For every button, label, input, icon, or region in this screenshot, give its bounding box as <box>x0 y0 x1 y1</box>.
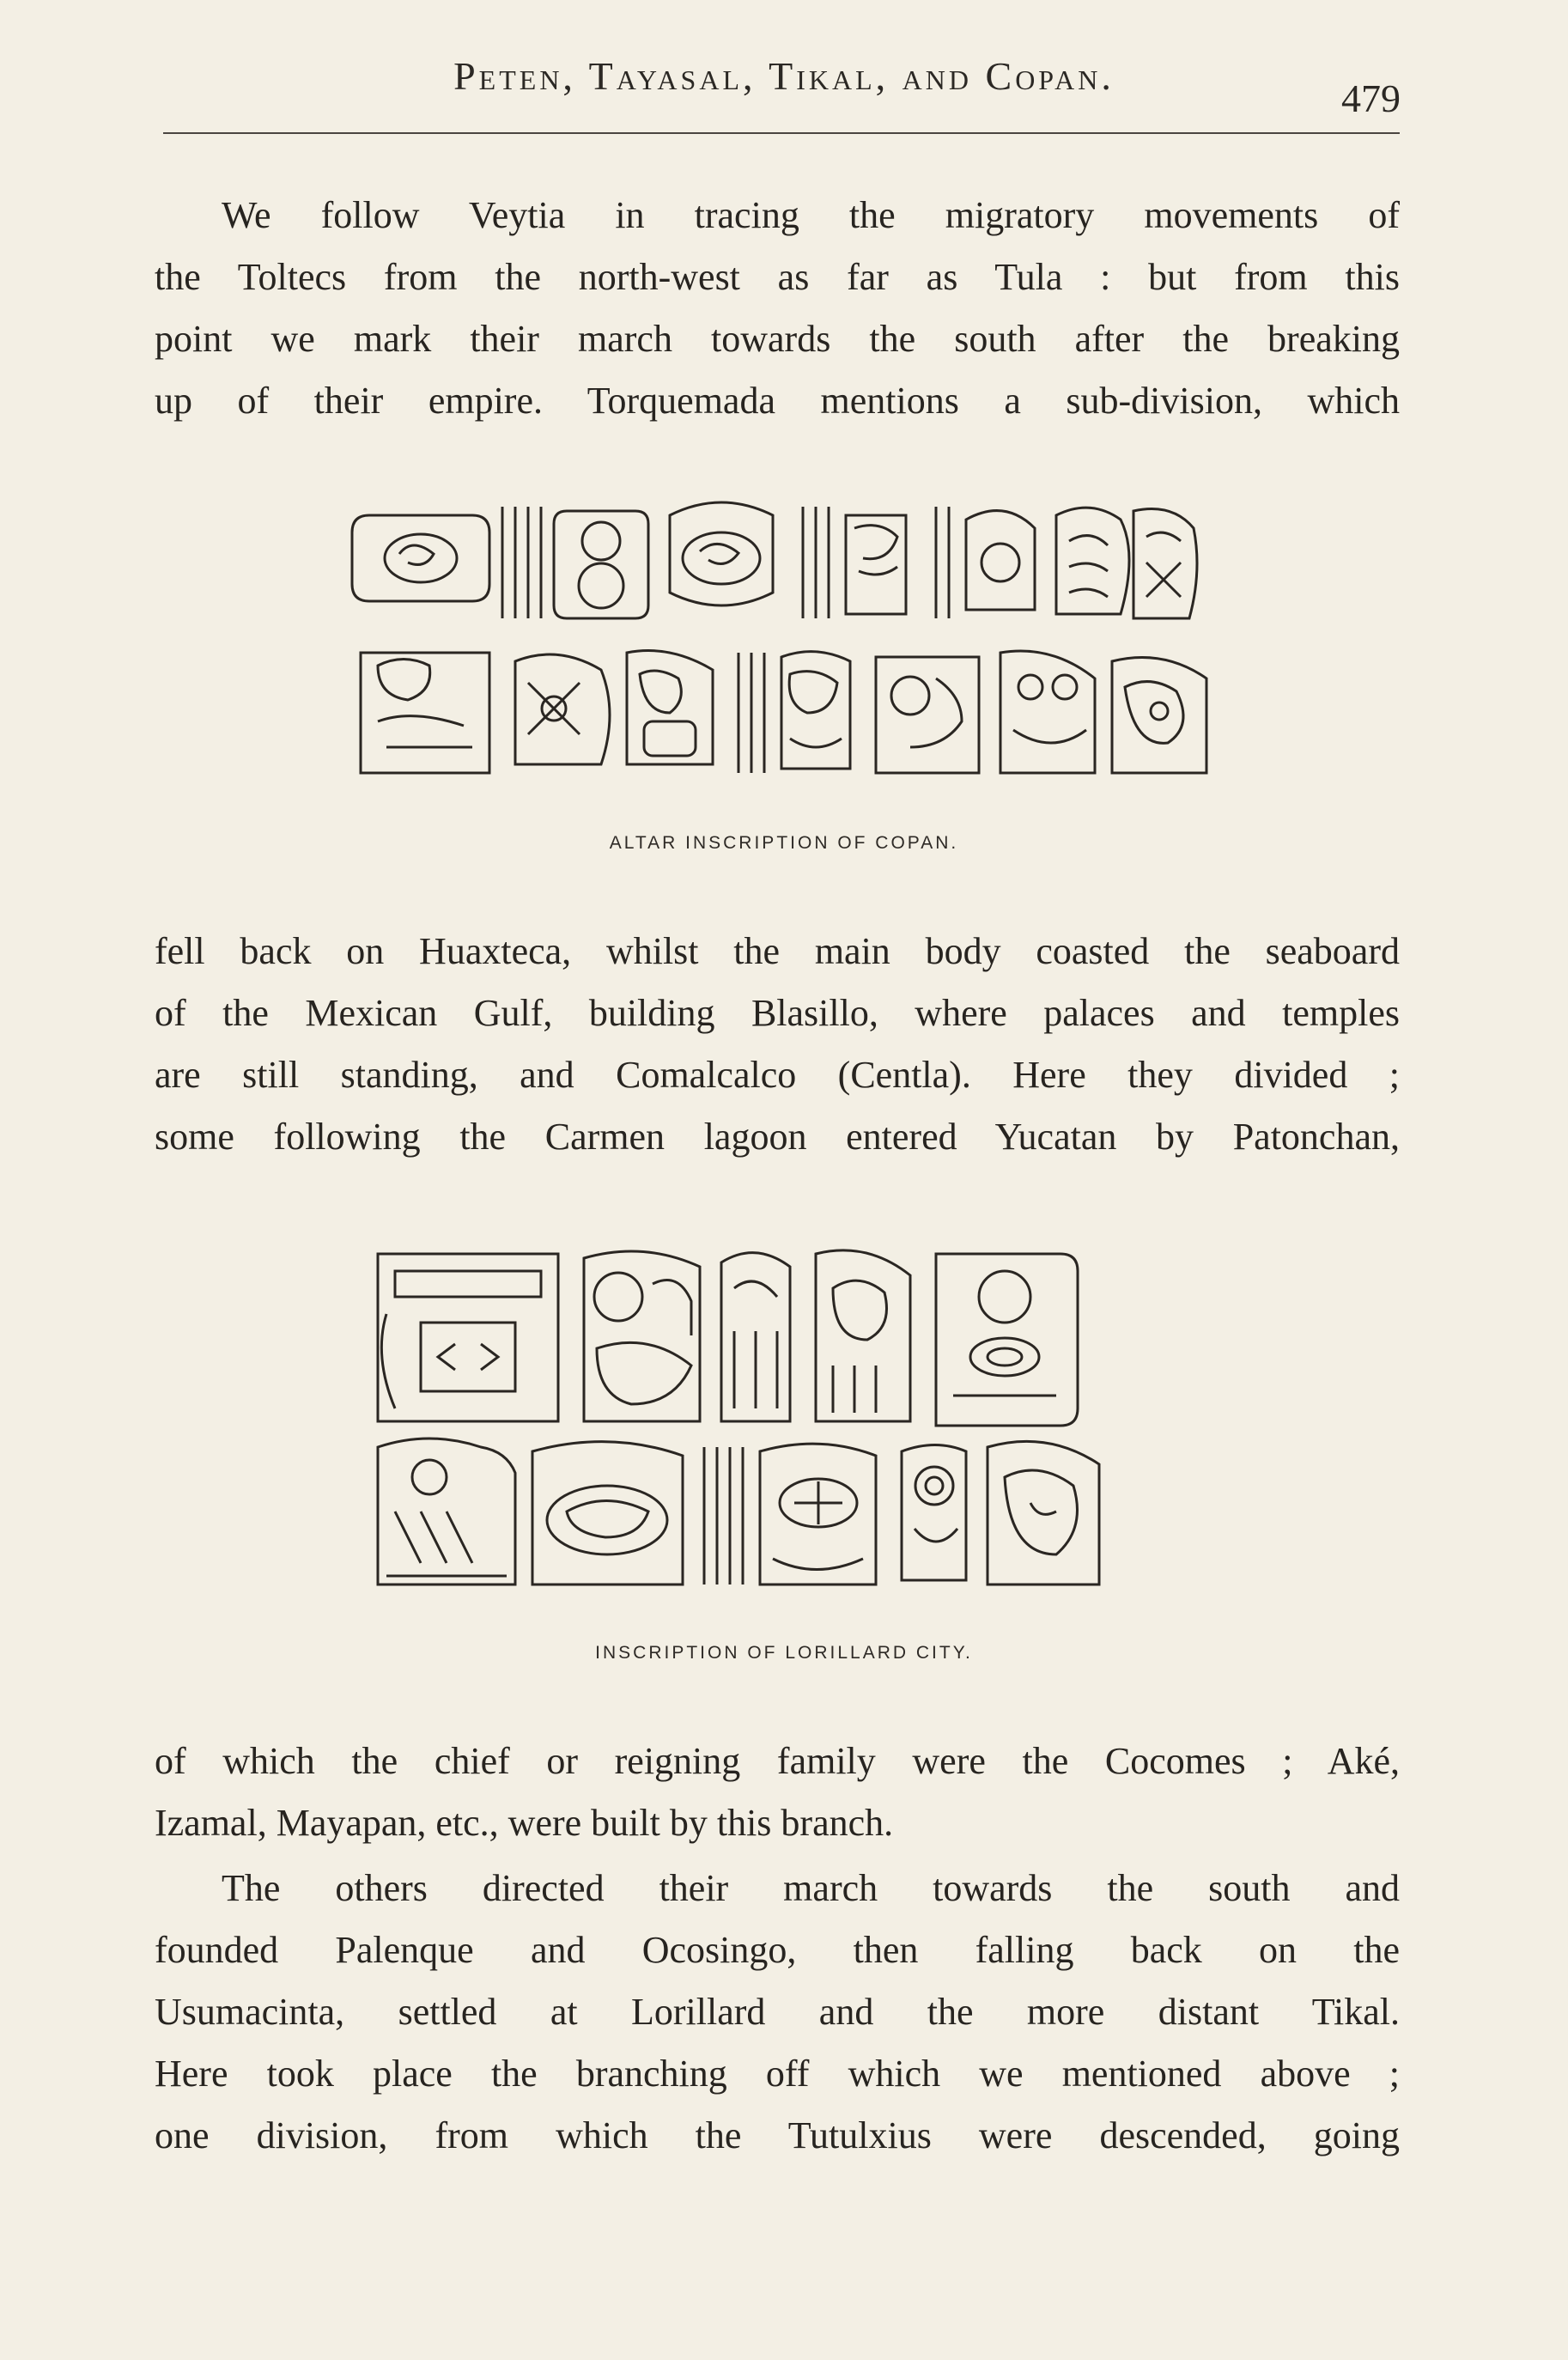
text-line: are still standing, and Comalcalco (Centla). Here they divided ; <box>155 1054 1400 1096</box>
text-line: the Toltecs from the north-west as far as Tula : but from this <box>155 256 1400 298</box>
text-line: We follow Veytia in tracing the migratory movements of <box>222 194 1400 236</box>
figure-2-caption: INSCRIPTION OF LORILLARD CITY. <box>595 1643 973 1663</box>
glyph-drawing <box>352 1237 1228 1606</box>
text-line: Usumacinta, settled at Lorillard and the more distant Tikal. <box>155 1991 1400 2033</box>
text-line: founded Palenque and Ocosingo, then falling back on the <box>155 1929 1400 1971</box>
text-line: of the Mexican Gulf, building Blasillo, where palaces and temples <box>155 992 1400 1034</box>
text-line: The others directed their march towards the south and <box>222 1867 1400 1909</box>
running-title: Peten, Tayasal, Tikal, and Copan. <box>453 54 1115 98</box>
text-line: point we mark their march towards the south after the breaking <box>155 318 1400 360</box>
text-line: Here took place the branching off which we mentioned above ; <box>155 2053 1400 2095</box>
paragraph-1 <box>155 185 1400 432</box>
page-number: 479 <box>1341 76 1401 120</box>
text-line: of which the chief or reigning family were the Cocomes ; Aké, <box>155 1740 1400 1782</box>
figure-1-caption: ALTAR INSCRIPTION OF COPAN. <box>609 833 959 853</box>
glyph-drawing <box>343 490 1228 790</box>
text-line: some following the Carmen lagoon entered Yucatan by Patonchan, <box>155 1116 1400 1158</box>
text-line: Izamal, Mayapan, etc., were built by this branch. <box>155 1802 894 1844</box>
text-line: up of their empire. Torquemada mentions a sub-division, which <box>155 380 1400 422</box>
text-line: fell back on Huaxteca, whilst the main body coasted the seaboard <box>155 930 1400 972</box>
text-line: one division, from which the Tutulxius were descended, going <box>155 2114 1400 2156</box>
paragraph-3 <box>155 1730 1400 1854</box>
altar-inscription-figure <box>343 490 1228 790</box>
lorillard-inscription-figure <box>352 1237 1228 1606</box>
paragraph-4 <box>155 1858 1400 2167</box>
header-rule <box>163 132 1400 134</box>
paragraph-2 <box>155 921 1400 1168</box>
